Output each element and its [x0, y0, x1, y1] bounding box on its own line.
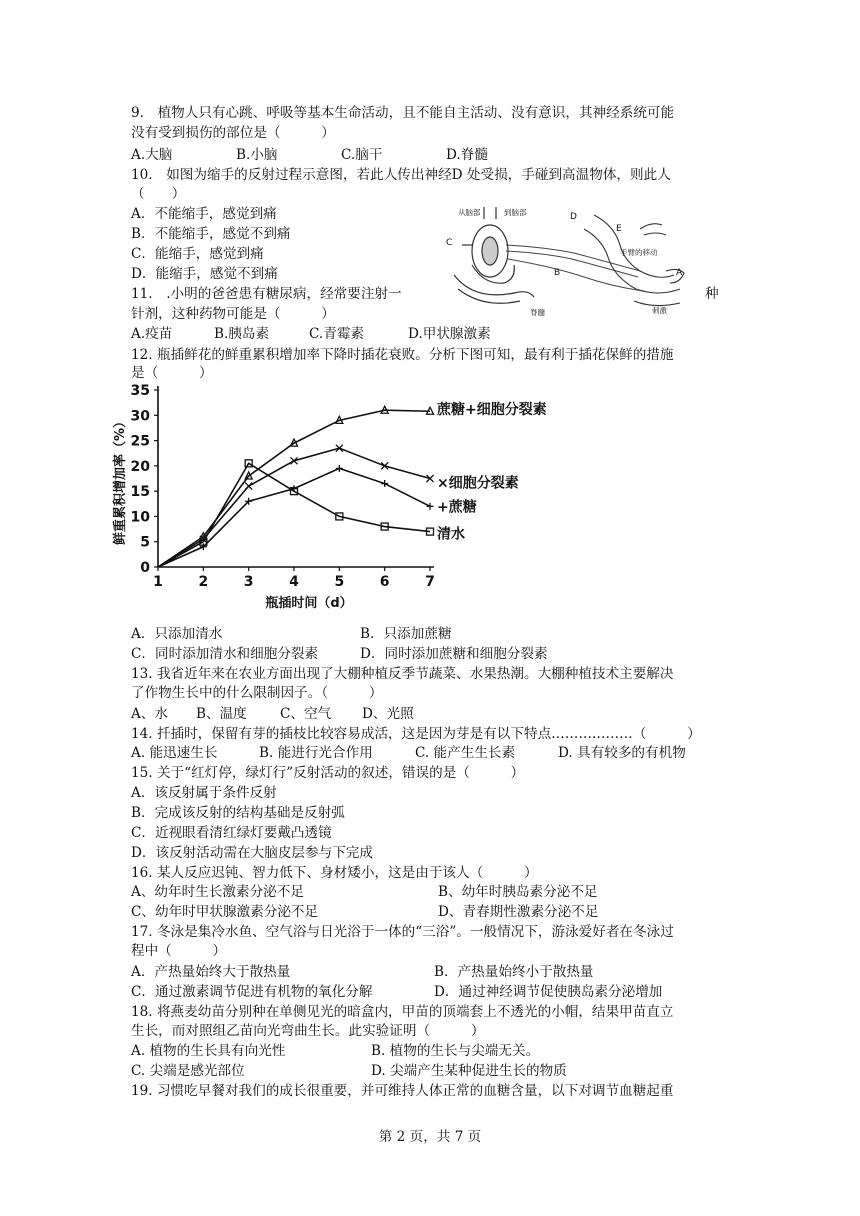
- chart-series: [158, 401, 547, 567]
- x-tick-label: 4: [289, 574, 299, 590]
- x-tick-label: 3: [243, 574, 254, 590]
- q17-option-b: B．产热量始终小于散热量: [434, 964, 594, 980]
- x-tick-label: 7: [425, 574, 435, 590]
- q17-option-a: A．产热量始终大于散热量: [131, 964, 291, 980]
- x-tick-label: 2: [198, 574, 209, 590]
- y-tick-label: 35: [130, 383, 150, 399]
- q11-option-a: A.疫苗: [131, 326, 173, 342]
- q13-stem-line2: 了作物生长中的什么限制因子。（ ）: [131, 685, 383, 701]
- figure-letter-d: D: [570, 212, 577, 222]
- q15-option-a: A．该反射属于条件反射: [131, 785, 277, 801]
- reflex-arc-figure: [444, 205, 690, 317]
- q15-option-c: C．近视眼看清红绿灯要戴凸透镜: [131, 825, 332, 841]
- q13-option-c: C、空气: [280, 706, 332, 722]
- series-label: 蔗糖+细胞分裂素: [437, 402, 547, 419]
- q9-option-a: A.大脑: [131, 147, 173, 163]
- freshness-line-chart: [108, 382, 548, 620]
- q18-stem-line1: 18. 将燕麦幼苗分别种在单侧见光的暗盒内，甲苗的顶端套上不透光的小帽，结果甲苗直立: [131, 1004, 674, 1020]
- series-line: [158, 468, 430, 567]
- arm-drawing: [584, 215, 684, 306]
- data-point: [427, 503, 434, 510]
- q16-option-a: A、幼年时生长激素分泌不足: [131, 884, 304, 900]
- y-tick-label: 10: [130, 509, 150, 526]
- q15-stem-line1: 15. 关于“红灯停，绿灯行”反射活动的叙述，错误的是（ ）: [131, 765, 525, 781]
- q17-option-d: D．通过神经调节促使胰岛素分泌增加: [434, 984, 663, 1000]
- figure-letter-a: A: [676, 268, 683, 278]
- q16-option-b: B、幼年时胰岛素分泌不足: [438, 884, 598, 900]
- q15-option-d: D．该反射活动需在大脑皮层参与下完成: [131, 845, 373, 861]
- figure-label-hand-move: 手臂的移动: [620, 248, 658, 257]
- q11-option-c: C.青霉素: [309, 326, 365, 342]
- q16-option-d: D、青春期性激素分泌不足: [438, 904, 599, 920]
- q11-stem-tail: 种: [705, 286, 719, 302]
- q14-option-a: A. 能迅速生长: [131, 745, 218, 761]
- q18-option-d: D. 尖端产生某种促进生长的物质: [371, 1063, 567, 1079]
- q12-stem-line1: 12. 瓶插鲜花的鲜重累积增加率下降时插花衰败。分析下图可知，最有利于插花保鲜的措施: [131, 347, 674, 363]
- q12-stem-line2: 是（ ）: [131, 365, 213, 381]
- q14-option-c: C. 能产生生长素: [415, 745, 516, 761]
- q11-stem-line1: 11. .小明的爸爸患有糖尿病，经常要注射一: [131, 286, 402, 302]
- figure-label-stimulus: 刺激: [652, 306, 667, 315]
- q11-option-d: D.甲状腺激素: [408, 326, 491, 342]
- chart-y-axis-label: 鲜重累积增加率（%）: [113, 414, 128, 546]
- q13-stem-line1: 13. 我省近年来在农业方面出现了大棚种植反季节蔬菜、水果热潮。大棚种植技术主要解决: [131, 666, 674, 682]
- figure-label-from-brain: 从脑部: [458, 208, 481, 217]
- data-point: [336, 465, 343, 472]
- q11-stem-line2: 针剂，这种药物可能是（ ）: [131, 306, 335, 322]
- q17-stem-line2: 程中（ ）: [131, 943, 227, 959]
- q12-option-a: A．只添加清水: [131, 626, 223, 642]
- x-tick-label: 5: [334, 574, 345, 590]
- q18-option-b: B. 植物的生长与尖端无关。: [371, 1043, 540, 1059]
- series-label: 清水: [437, 526, 465, 543]
- y-tick-label: 5: [140, 534, 150, 551]
- q10-option-d: D．能缩手，感觉不到痛: [131, 266, 278, 282]
- series-label: +蔗糖: [437, 499, 477, 516]
- y-tick-label: 15: [130, 484, 150, 501]
- q14-option-b: B. 能进行光合作用: [259, 745, 373, 761]
- q9-option-c: C.脑干: [341, 147, 383, 163]
- x-tick-label: 1: [153, 574, 163, 590]
- q12-option-b: B．只添加蔗糖: [360, 626, 452, 642]
- figure-letter-b: B: [554, 268, 561, 278]
- q9-option-d: D.脊髓: [446, 147, 488, 163]
- y-tick-label: 0: [140, 560, 150, 576]
- q18-option-a: A. 植物的生长具有向光性: [131, 1043, 286, 1059]
- q16-option-c: C、幼年时甲状腺激素分泌不足: [131, 904, 319, 920]
- q13-option-a: A、水: [131, 706, 169, 722]
- figure-label-to-brain: 到脑部: [504, 208, 527, 217]
- spinal-cord-drawing: [454, 207, 534, 303]
- q13-option-d: D、光照: [362, 706, 414, 722]
- q18-option-c: C. 尖端是感光部位: [131, 1063, 245, 1079]
- q17-option-c: C．通过激素调节促进有机物的氧化分解: [131, 984, 373, 1000]
- figure-letter-e: E: [616, 224, 622, 234]
- q10-stem-line2: （ ）: [131, 186, 186, 202]
- q9-stem-line1: 9. 植物人只有心跳、呼吸等基本生命活动，且不能自主活动、没有意识，其神经系统可能: [131, 105, 675, 121]
- q12-option-c: C．同时添加清水和细胞分裂素: [131, 646, 319, 662]
- q14-stem-line1: 14. 扦插时，保留有芽的插枝比较容易成活，这是因为芽是有以下特点………………（ ）: [131, 726, 701, 742]
- figure-letter-c: C: [446, 238, 453, 248]
- q9-option-b: B.小脑: [236, 147, 278, 163]
- q19-stem-line1: 19. 习惯吃早餐对我们的成长很重要，并可维持人体正常的血糖含量，以下对调节血糖起重: [131, 1083, 674, 1099]
- q16-stem-line1: 16. 某人反应迟钝、智力低下、身材矮小，这是由于该人（ ）: [131, 865, 538, 881]
- q10-option-a: A．不能缩手，感觉到痛: [131, 206, 277, 222]
- chart-x-axis-label: 瓶插时间（d）: [265, 596, 353, 611]
- data-point: [245, 483, 252, 490]
- q13-option-b: B、温度: [196, 706, 247, 722]
- series-label: ×细胞分裂素: [437, 475, 519, 492]
- q10-stem-line1: 10. 如图为缩手的反射过程示意图，若此人传出神经D 处受损，手碰到高温物体，则此人: [131, 167, 671, 183]
- x-tick-label: 6: [379, 574, 390, 590]
- y-tick-label: 25: [130, 433, 150, 450]
- q9-stem-line2: 没有受到损伤的部位是（ ）: [131, 125, 335, 141]
- q10-option-c: C．能缩手，感觉到痛: [131, 246, 264, 262]
- series-line: [158, 463, 430, 567]
- data-point: [381, 480, 388, 487]
- figure-label-spinal: 脊髓: [530, 308, 545, 317]
- y-tick-label: 20: [130, 458, 150, 475]
- q12-option-d: D．同时添加蔗糖和细胞分裂素: [360, 646, 548, 662]
- q18-stem-line2: 生长，而对照组乙苗向光弯曲生长。此实验证明（ ）: [131, 1023, 485, 1039]
- page-footer: 第 2 页，共 7 页: [378, 1129, 482, 1145]
- y-tick-label: 30: [130, 408, 150, 425]
- q10-option-b: B．不能缩手，感觉不到痛: [131, 226, 291, 242]
- q14-option-d: D. 具有较多的有机物: [558, 745, 686, 761]
- q11-option-b: B.胰岛素: [214, 326, 270, 342]
- q17-stem-line1: 17. 冬泳是集冷水鱼、空气浴与日光浴于一体的“三浴”。一般情况下，游泳爱好者在冬泳过: [131, 924, 674, 940]
- q15-option-b: B．完成该反射的结构基础是反射弧: [131, 805, 345, 821]
